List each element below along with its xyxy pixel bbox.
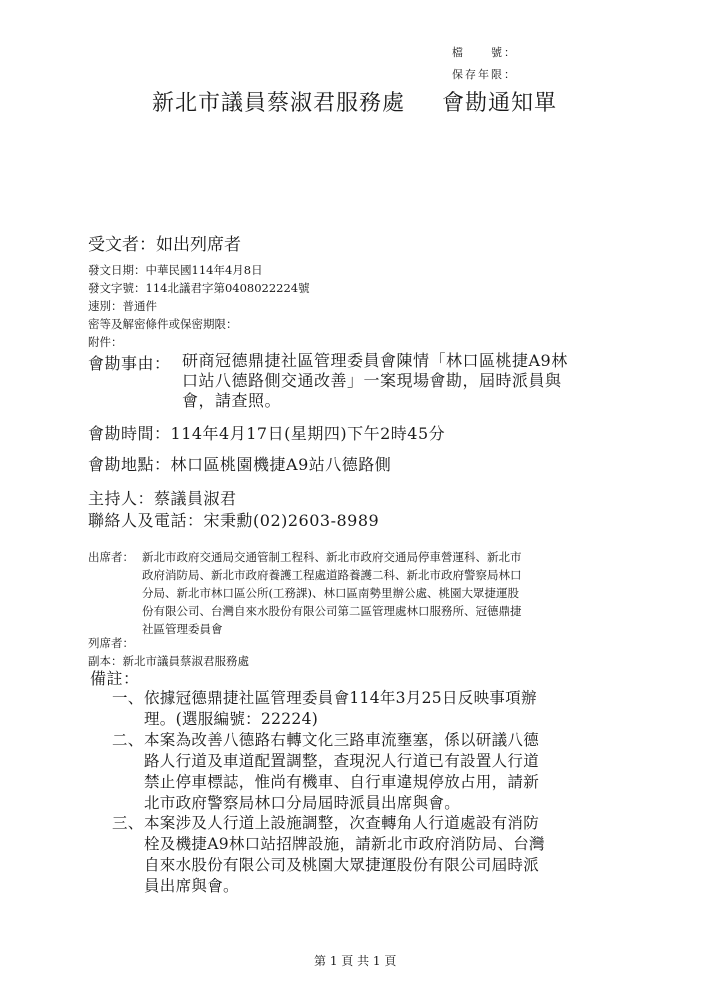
cc-label: 副本： <box>88 654 123 668</box>
inspection-place <box>88 452 391 475</box>
inspection-time <box>88 421 445 444</box>
note-2-number: 二、 <box>112 731 144 749</box>
subject-line-2: 口站八德路側交通改善」一案現場會勘，屆時派員與 <box>182 371 562 390</box>
note-3-text: 本案涉及人行道上設施調整，次查轉角人行道處設有消防 栓及機捷A9林口站招牌設施，請新北市政府消防局、台灣 自來水股份有限公司及桃園大眾捷運股份有限公司屆時派 員出席與會。 <box>144 814 545 895</box>
attendees-line: 政府消防局、新北市政府養護工程處道路養護二科、新北市政府警察局林口 <box>142 568 522 582</box>
retention-period-label: 保存年限： <box>452 68 517 81</box>
page-number: 第 1 頁 共 1 頁 <box>314 954 397 968</box>
cc-value: 新北市議員蔡淑君服務處 <box>122 654 249 668</box>
observers-label: 列席者： <box>88 636 134 650</box>
subject-label: 會勘事由： <box>88 354 171 373</box>
subject-line-3: 會，請查照。 <box>182 391 282 410</box>
office-title: 新北市議員蔡淑君服務處 <box>152 91 406 116</box>
confidentiality: 密等及解密條件或保密期限： <box>88 317 238 331</box>
time-label: 會勘時間： <box>88 424 171 443</box>
urgency: 速別：普通件 <box>88 299 157 313</box>
recipient-label: 受文者： <box>88 235 156 255</box>
attendees-line: 社區管理委員會 <box>142 622 223 636</box>
attachments: 附件： <box>88 335 123 349</box>
contact-value: 宋秉勳(02)2603-8989 <box>203 511 380 530</box>
contact-label: 聯絡人及電話： <box>88 511 204 530</box>
note-1-text: 依據冠德鼎捷社區管理委員會114年3月25日反映事項辦 理。(選服編號：22224) <box>144 689 537 728</box>
host-value: 蔡議員淑君 <box>154 489 237 508</box>
recipient-value: 如出列席者 <box>156 235 241 255</box>
note-1-number: 一、 <box>112 689 144 707</box>
meta-block <box>88 261 310 351</box>
attendees-line: 分局、新北市林口區公所(工務課)、林口區南勢里辦公處、桃園大眾捷運股 <box>142 586 519 600</box>
contact <box>88 508 379 531</box>
document-number: 發文字號：114北議君字第0408022224號 <box>88 281 310 295</box>
issue-date: 發文日期：中華民國114年4月8日 <box>88 263 263 277</box>
place-label: 會勘地點： <box>88 455 171 474</box>
file-number-label: 檔 號： <box>452 46 517 59</box>
observers <box>88 634 134 652</box>
note-2-text: 本案為改善八德路右轉文化三路車流壅塞，係以研議八德 路人行道及車道配置調整，查現況人行道已有設置人行道 禁止停車標誌，惟尚有機車、自行車違規停放占用，請新 北市政府警察局林口分局屆時派員出席與會。 <box>144 731 540 812</box>
place-value: 林口區桃園機捷A9站八德路側 <box>170 455 392 474</box>
recipient-line <box>88 230 241 255</box>
document-type-title: 會勘通知單 <box>442 91 558 116</box>
attendees-list <box>142 548 522 638</box>
subject-text <box>182 351 568 411</box>
attendees-line: 新北市政府交通局交通管制工程科、新北市政府交通局停車營運科、新北市 <box>142 550 522 564</box>
attendees-line: 份有限公司、台灣自來水股份有限公司第二區管理處林口服務所、冠德鼎捷 <box>142 604 522 618</box>
notes-label: 備註： <box>90 669 140 688</box>
time-value: 114年4月17日(星期四)下午2時45分 <box>170 424 446 443</box>
subject-line-1: 研商冠德鼎捷社區管理委員會陳情「林口區桃捷A9林 <box>182 351 568 370</box>
host <box>88 486 237 509</box>
attendees-label: 出席者： <box>88 550 134 564</box>
host-label: 主持人： <box>88 489 155 508</box>
note-3-number: 三、 <box>112 814 144 832</box>
